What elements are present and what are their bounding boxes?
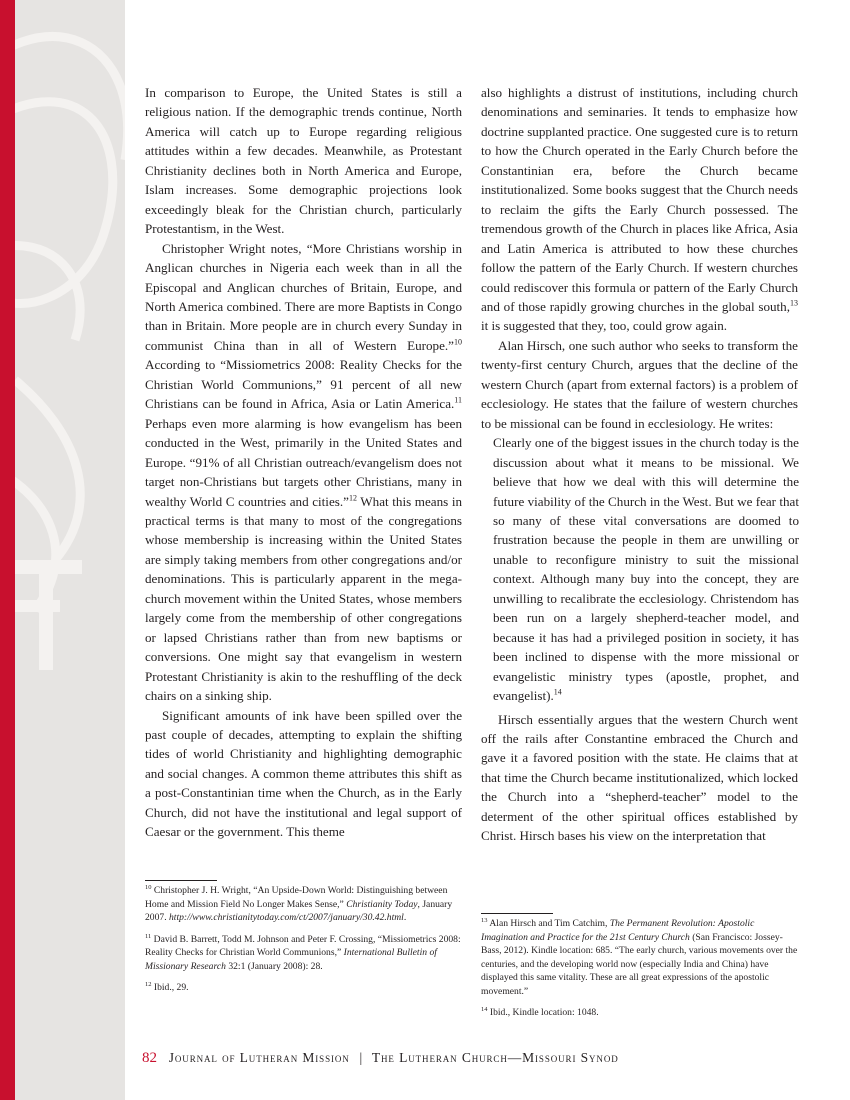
footnote-ref: 14 xyxy=(553,687,562,697)
text-run: Ibid., 29. xyxy=(151,982,189,993)
footnote-ref: 10 xyxy=(145,883,152,891)
paragraph xyxy=(481,710,798,846)
text-run: David B. Barrett, Todd M. Johnson and Peter F. Crossing, “Missiometrics 2008: Reality Checks for Christian World Communions,” xyxy=(145,933,461,958)
text-run: Ibid., Kindle location: 1048. xyxy=(487,1007,599,1018)
footnote xyxy=(481,1006,801,1020)
accent-bar xyxy=(0,0,15,1100)
italic-text: Christianity Today xyxy=(346,898,418,910)
publisher-name: The Lutheran Church—Missouri Synod xyxy=(371,1050,619,1065)
text-run: (San Francisco: Jossey-Bass, 2012). Kindle location: 685. “The early church, various movements over the centuries, and the developing world now (especially India and China) have displayed this same vitality. These are all great expressions of the apostolic movement.” xyxy=(481,931,798,997)
text-run: also highlights a distrust of institutions, including church denominations and seminaries. It tends to emphasize how doctrine supplanted practice. One suggested cure is to return to how the Church operated in the Early Church before the Constantinian era, before the Church became institutionalized. Some books suggest that the Church needs to reclaim the gifts the Early Church possessed. The tremendous growth of the Church in places like Africa, Asia and Latin America is attributed to how these churches follow the pattern of the Early Church. If western churches could rediscover this formula or pattern of the Early Church and of those rapidly growing churches in the global south, xyxy=(481,85,798,314)
text-run: 32:1 (January 2008): 28. xyxy=(225,960,323,972)
text-run: Perhaps even more alarming is how evangelism has been conducted in the West, primarily in the United States and Europe. “91% of all Christian outreach/evangelism does not target non-Christians but targets other Christians, many in wealthy World C countries and cities.” xyxy=(145,415,462,509)
footnote-ref: 13 xyxy=(790,298,798,308)
text-run: Christopher J. H. Wright, “An Upside-Down World: Distinguishing between Home and Mission Field No Longer Makes Sense,” xyxy=(145,885,448,910)
text-run: What this means in practical terms is that many to most of the congregations whose membership is increasing within the United States are simply taking members from other congregations and/or denominations. This is particularly apparent in the mega-church movement within the United States, whose members largely come from the membership of other congregations or lapsed Christians rather than from new baptisms or conversions. One might say that evangelism in western Protestant Christianity is akin to the reshuffling of the deck chairs on a sinking ship. xyxy=(145,493,463,704)
footnote-rule xyxy=(145,880,217,881)
block-quote xyxy=(493,433,799,709)
text-run: . xyxy=(403,912,407,923)
paragraph xyxy=(481,83,798,336)
footnote-ref: 12 xyxy=(145,980,152,988)
page-footer xyxy=(142,1050,619,1067)
text-run: Clearly one of the biggest issues in the church today is the discussion about what it means to be missional. We believe that how we deal with this will determine the future viability of the Church in the West. But we fear that so many of these vital conversations are doomed to frustration because the people in them are unwilling or unable to reconfigure ministry to suit the missional context. Although many buy into the concept, they are unwilling to recalibrate the ecclesiology. Christendom has been run on a largely shepherd-teacher model, and because it has had a privileged position in society, it has been inclined to dispense with the more missional or evangelistic ministry types (apostle, prophet, and evangelist). xyxy=(493,435,799,704)
text-run: Alan Hirsch, one such author who seeks to transform the twenty-first century Church, argues that the decline of the western Church (apart from external factors) is a problem of ecclesiology. He states that the failure of western churches to be missional can be found in ecclesiology. He writes: xyxy=(481,337,798,431)
right-footnotes xyxy=(481,917,801,1028)
footnote-ref: 11 xyxy=(454,395,462,405)
journal-title: Journal of Lutheran Mission xyxy=(168,1050,350,1065)
footnote-ref: 10 xyxy=(454,337,462,347)
footnote-ref: 11 xyxy=(145,932,152,940)
paragraph xyxy=(145,239,462,706)
text-run: According to “Missiometrics 2008: Reality Checks for the Christian World Communions,” 91 percent of all new Christians can be found in Africa, Asia or Latin America. xyxy=(145,357,462,412)
sidebar-decoration xyxy=(15,0,125,1100)
italic-text: The Permanent Revolution: Apostolic Imagination and Practice for the 21st Century Church xyxy=(481,918,755,943)
footnote-ref: 14 xyxy=(481,1005,488,1013)
paragraph xyxy=(145,83,462,239)
text-run: , January 2007. xyxy=(145,898,453,923)
text-run: it is suggested that they, too, could grow again. xyxy=(481,318,728,334)
text-run: Significant amounts of ink have been spilled over the past couple of decades, attempting to explain the shifting tides of world Christianity and highlighting demographic and social changes. A common theme attributes this shift as a post-Constantinian time when the Church, as in the Early Church, did not have the institutional and legal support of Caesar or the government. This theme xyxy=(145,707,462,840)
footnote xyxy=(145,933,465,974)
text-run: Christopher Wright notes, “More Christians worship in Anglican churches in Nigeria each week than in all the Episcopal and Anglican churches of Britain, Europe, and North America combined. There are more Baptists in Congo than in Britain. More people are in church every Sunday in communist China than in all of Western Europe.” xyxy=(145,240,462,353)
left-column xyxy=(145,83,462,842)
paragraph xyxy=(481,336,798,433)
italic-text: International Bulletin of Missionary Research xyxy=(145,947,437,972)
footnote-ref: 13 xyxy=(481,916,488,924)
logo-watermark-icon xyxy=(15,0,125,1100)
footer-separator: | xyxy=(359,1050,363,1065)
page-number: 82 xyxy=(142,1050,157,1066)
italic-text: http://www.christianitytoday.com/ct/2007/january/30.42.html xyxy=(168,912,404,923)
text-run: Alan Hirsch and Tim Catchim, xyxy=(487,918,610,929)
paragraph xyxy=(145,706,462,842)
right-column xyxy=(481,83,798,846)
text-run: In comparison to Europe, the United States is still a religious nation. If the demographic trends continue, North America will catch up to Europe regarding religious attitudes within a few decades. Meanwhile, as Protestant Christianity declines both in North America and Europe, Islam increases. Some demographic projections look exceedingly bleak for the Christian church, particularly Protestantism, in the West. xyxy=(145,85,462,237)
text-run: Hirsch essentially argues that the western Church went off the rails after Constantine embraced the Church and gave it a favored position with the state. He claims that at that time the Church became institutionalized, which locked the Church into a “shepherd-teacher” model to the determent of the other spiritual offices established by Christ. Hirsch bases his view on the interpretation that xyxy=(481,711,798,844)
footnote xyxy=(481,917,801,998)
footnote-ref: 12 xyxy=(348,493,357,503)
footnote-rule xyxy=(481,913,553,914)
footnote xyxy=(145,981,465,995)
footnote xyxy=(145,884,465,925)
left-footnotes xyxy=(145,884,465,1003)
